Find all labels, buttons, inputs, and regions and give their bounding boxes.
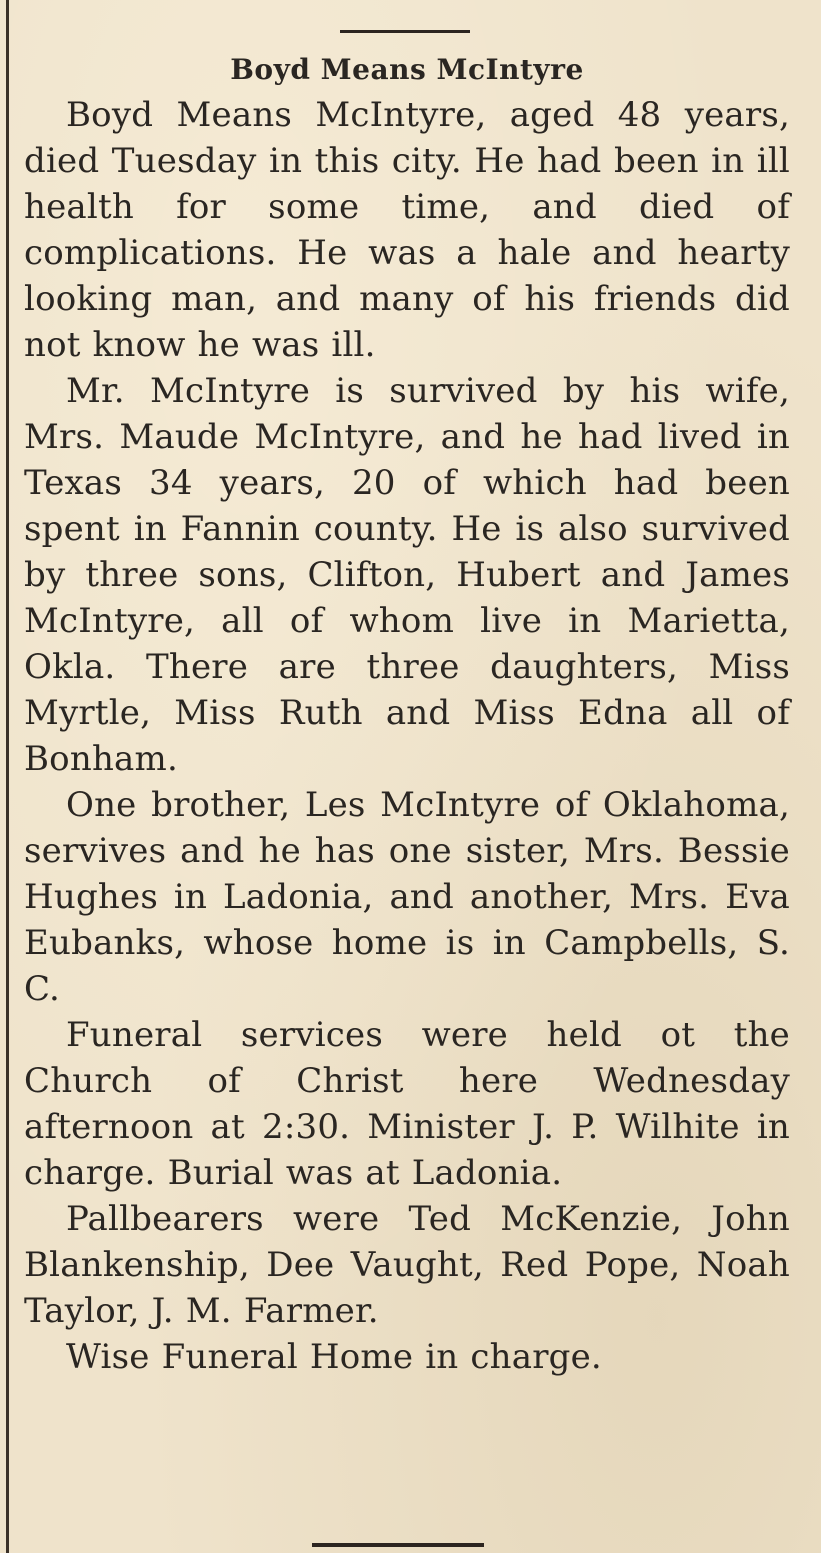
article-paragraph-2: Mr. McIntyre is survived by his wife, Mrs. Maude McIntyre, and he had lived in Texas 34 years, 20 of which had been spent in Fannin county. He is also survived by three sons, Clifton, Hubert and James McIntyre, all of whom live in Marietta, Okla. There are three daughters, Miss Myrtle, Miss Ruth and Miss Edna all of Bonham. [24,371,790,779]
bottom-divider [312,1543,484,1547]
article-paragraph-3: One brother, Les McIntyre of Oklahoma, servives and he has one sister, Mrs. Bessie Hughes in Ladonia, and another, Mrs. Eva Eubanks, whose home is in Campbells, S. C. [24,785,790,1009]
article-paragraph-1: Boyd Means McIntyre, aged 48 years, died Tuesday in this city. He had been in ill health for some time, and died of complications. He was a hale and hearty looking man, and many of his friends did not know he was ill. [24,95,790,365]
article-headline: Boyd Means McIntyre [230,53,584,86]
article-paragraph-5: Pallbearers were Ted McKenzie, John Blankenship, Dee Vaught, Red Pope, Noah Taylor, J. M. Farmer. [24,1199,790,1331]
obituary-article [24,48,790,1380]
top-divider [340,30,470,33]
article-paragraph-4: Funeral services were held ot the Church of Christ here Wednesday afternoon at 2:30. Minister J. P. Wilhite in charge. Burial was at Ladonia. [24,1015,790,1193]
article-paragraph-6: Wise Funeral Home in charge. [66,1337,602,1377]
column-rule [6,0,9,1553]
